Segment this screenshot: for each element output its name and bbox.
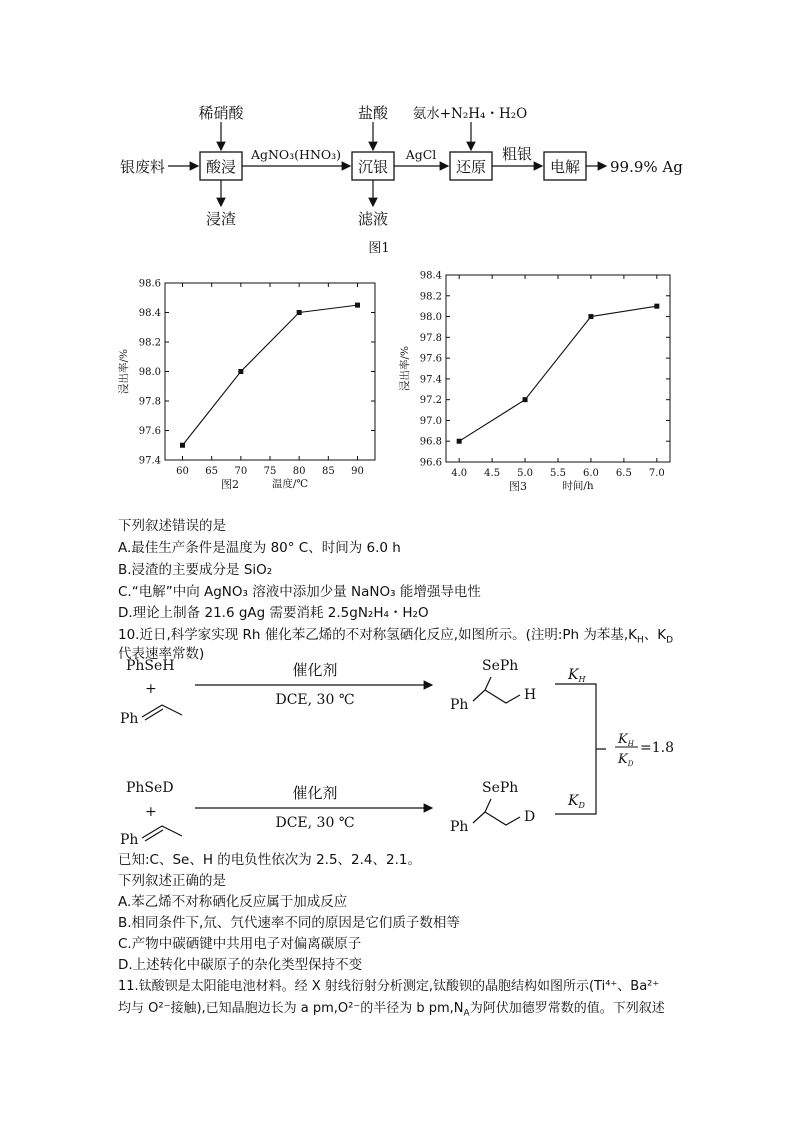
- flow-reagent1: 稀硝酸: [198, 104, 244, 122]
- q11-line2-end: 为阿伏加德罗常数的值。下列叙述: [469, 1001, 665, 1016]
- flow-waste1: 浸渣: [205, 210, 237, 228]
- q9-option-b: B.浸渣的主要成分是 SiO₂: [118, 562, 273, 578]
- product-ph-top: Ph: [450, 697, 469, 713]
- q10-stem-text: 10.近日,科学家实现 Rh 催化苯乙烯的不对称氢硒化反应,如图所示。(注明:Ph 为苯基,K: [118, 627, 638, 643]
- data-point: [355, 303, 360, 308]
- q10-reaction-scheme: [110, 655, 690, 850]
- data-point: [238, 369, 243, 374]
- flowchart: [0, 0, 794, 260]
- ratio-denominator: $K_D$: [618, 752, 634, 768]
- catalyst-top: 催化剂: [292, 661, 338, 679]
- q9-option-d: D.理论上制备 21.6 gAg 需要消耗 2.5gN₂H₄・H₂O: [118, 605, 429, 621]
- k-d-label: $K_D$: [568, 793, 585, 810]
- flow-step2: 沉银: [357, 158, 389, 176]
- q10-stem-sub-d: D: [666, 635, 674, 646]
- y-tick-label: 98.6: [138, 278, 161, 290]
- plot-frame: [165, 283, 375, 460]
- x-axis-label: 时间/h: [562, 480, 594, 492]
- product-bonds-top: [473, 690, 520, 703]
- catalyst-bottom: 催化剂: [292, 784, 338, 802]
- flow-reagent3: 氨水+N₂H₄・H₂O: [412, 106, 528, 122]
- q10-stem-line2: 代表速率常数): [118, 646, 205, 662]
- y-axis-label: 浸出率/%: [399, 345, 411, 392]
- x-tick-label: 5.5: [550, 468, 566, 479]
- q11-line2: [118, 997, 665, 1019]
- q10-known: 已知:C、Se、H 的电负性依次为 2.5、2.4、2.1。: [118, 852, 421, 868]
- plus-bottom: +: [145, 804, 157, 820]
- y-tick-label: 97.6: [419, 353, 442, 365]
- flow-intermediate3: 粗银: [501, 145, 533, 163]
- plot-frame: [446, 275, 670, 462]
- y-tick-label: 96.8: [419, 436, 442, 448]
- product-bonds-bottom: [473, 812, 520, 825]
- chart-temperature: [110, 270, 390, 505]
- q11-line1: 11.钛酸钡是太阳能电池材料。经 X 射线衍射分析测定,钛酸钡的晶胞结构如图所示(Ti⁴⁺、Ba²⁺: [118, 979, 660, 994]
- product-d: D: [524, 809, 536, 825]
- data-point: [297, 310, 302, 315]
- q9-option-a: A.最佳生产条件是温度为 80° C、时间为 6.0 h: [118, 540, 401, 556]
- x-tick-label: 90: [351, 466, 364, 477]
- conditions-bottom: DCE, 30 ℃: [275, 815, 355, 831]
- flow-intermediate2: AgCl: [405, 147, 437, 162]
- x-tick-label: 6.0: [582, 468, 599, 479]
- x-tick-label: 70: [234, 466, 248, 477]
- chart-caption: 图3: [509, 480, 527, 493]
- y-tick-label: 97.4: [138, 455, 161, 467]
- q10-stem2: 下列叙述正确的是: [118, 873, 226, 889]
- data-point: [523, 397, 528, 402]
- y-tick-label: 97.2: [419, 395, 442, 407]
- q10-stem-mid: 、K: [643, 627, 667, 643]
- y-tick-label: 98.0: [419, 312, 442, 324]
- chart-caption: 图2: [221, 478, 239, 491]
- ratio-numerator: $K_H$: [618, 732, 634, 748]
- conditions-top: DCE, 30 ℃: [275, 692, 355, 708]
- y-tick-label: 98.0: [138, 367, 161, 378]
- styrene-bonds-bottom: [142, 826, 182, 841]
- flow-step4: 电解: [549, 158, 581, 176]
- k-h-label: $K_H$: [568, 667, 586, 684]
- product-seph-bottom: SePh: [482, 780, 519, 796]
- x-tick-label: 4.5: [484, 468, 501, 479]
- product-h: H: [524, 687, 537, 703]
- y-tick-label: 97.8: [419, 332, 442, 344]
- flow-step3: 还原: [455, 158, 487, 176]
- data-point: [180, 443, 185, 448]
- q10-option-c: C.产物中碳硒键中共用电子对偏离碳原子: [118, 936, 362, 952]
- series-line: [459, 306, 657, 441]
- flow-step1: 酸浸: [205, 158, 237, 176]
- styrene-bonds-top: [142, 705, 182, 720]
- q10-option-d: D.上述转化中碳原子的杂化类型保持不变: [118, 957, 363, 973]
- flow-intermediate1: AgNO₃(HNO₃): [250, 147, 342, 162]
- plus-top: +: [145, 681, 157, 697]
- product-ph-bottom: Ph: [450, 819, 469, 835]
- rate-bracket: [555, 684, 606, 814]
- q9-option-c: C.“电解”中向 AgNO₃ 溶液中添加少量 NaNO₃ 能增强导电性: [118, 584, 481, 600]
- styrene-ph-bottom: Ph: [120, 832, 139, 848]
- reagent-phsed: PhSeD: [126, 780, 174, 796]
- q10-option-b: B.相同条件下,氘、氕代速率不同的原因是它们质子数相等: [118, 915, 460, 931]
- y-axis-label: 浸出率/%: [118, 348, 130, 395]
- flow-product: 99.9% Ag: [610, 158, 683, 176]
- x-tick-label: 5.0: [517, 468, 534, 479]
- y-tick-label: 97.8: [138, 396, 161, 408]
- y-tick-label: 97.4: [419, 374, 442, 386]
- q9-stem: 下列叙述错误的是: [118, 518, 226, 534]
- x-tick-label: 75: [263, 466, 277, 477]
- figure1-caption: 图1: [368, 241, 390, 256]
- q10-option-a: A.苯乙烯不对称硒化反应属于加成反应: [118, 894, 348, 910]
- x-tick-label: 60: [176, 466, 189, 477]
- ratio-value: =1.8: [640, 740, 674, 756]
- flow-waste2: 滤液: [357, 210, 389, 228]
- q11-line2-sub: A: [463, 1008, 470, 1019]
- y-tick-label: 98.4: [419, 270, 442, 282]
- product-seph-top: SePh: [482, 658, 519, 674]
- chart-time: [390, 260, 690, 505]
- data-point: [588, 314, 593, 319]
- flow-reagent2: 盐酸: [357, 104, 389, 122]
- data-point: [457, 439, 462, 444]
- x-axis-label: 温度/℃: [271, 478, 309, 490]
- x-tick-label: 85: [321, 466, 335, 477]
- q11-line2-text: 均与 O²⁻接触),已知晶胞边长为 a pm,O²⁻的半径为 b pm,N: [118, 1001, 464, 1016]
- series-line: [183, 305, 358, 445]
- y-tick-label: 98.4: [138, 308, 161, 319]
- x-tick-label: 6.5: [615, 468, 632, 479]
- y-tick-label: 96.6: [419, 457, 442, 469]
- x-tick-label: 7.0: [648, 468, 665, 479]
- y-tick-label: 98.2: [138, 337, 161, 349]
- reagent-phseh: PhSeH: [126, 658, 175, 674]
- data-point: [654, 304, 659, 309]
- flow-input: 银废料: [120, 158, 166, 176]
- styrene-ph-top: Ph: [120, 711, 139, 727]
- y-tick-label: 98.2: [419, 291, 442, 303]
- y-tick-label: 97.6: [138, 426, 161, 437]
- x-tick-label: 80: [292, 466, 306, 477]
- x-tick-label: 4.0: [451, 468, 468, 479]
- q10-stem-sub-h: H: [637, 635, 644, 646]
- x-tick-label: 65: [205, 466, 219, 477]
- y-tick-label: 97.0: [419, 415, 442, 427]
